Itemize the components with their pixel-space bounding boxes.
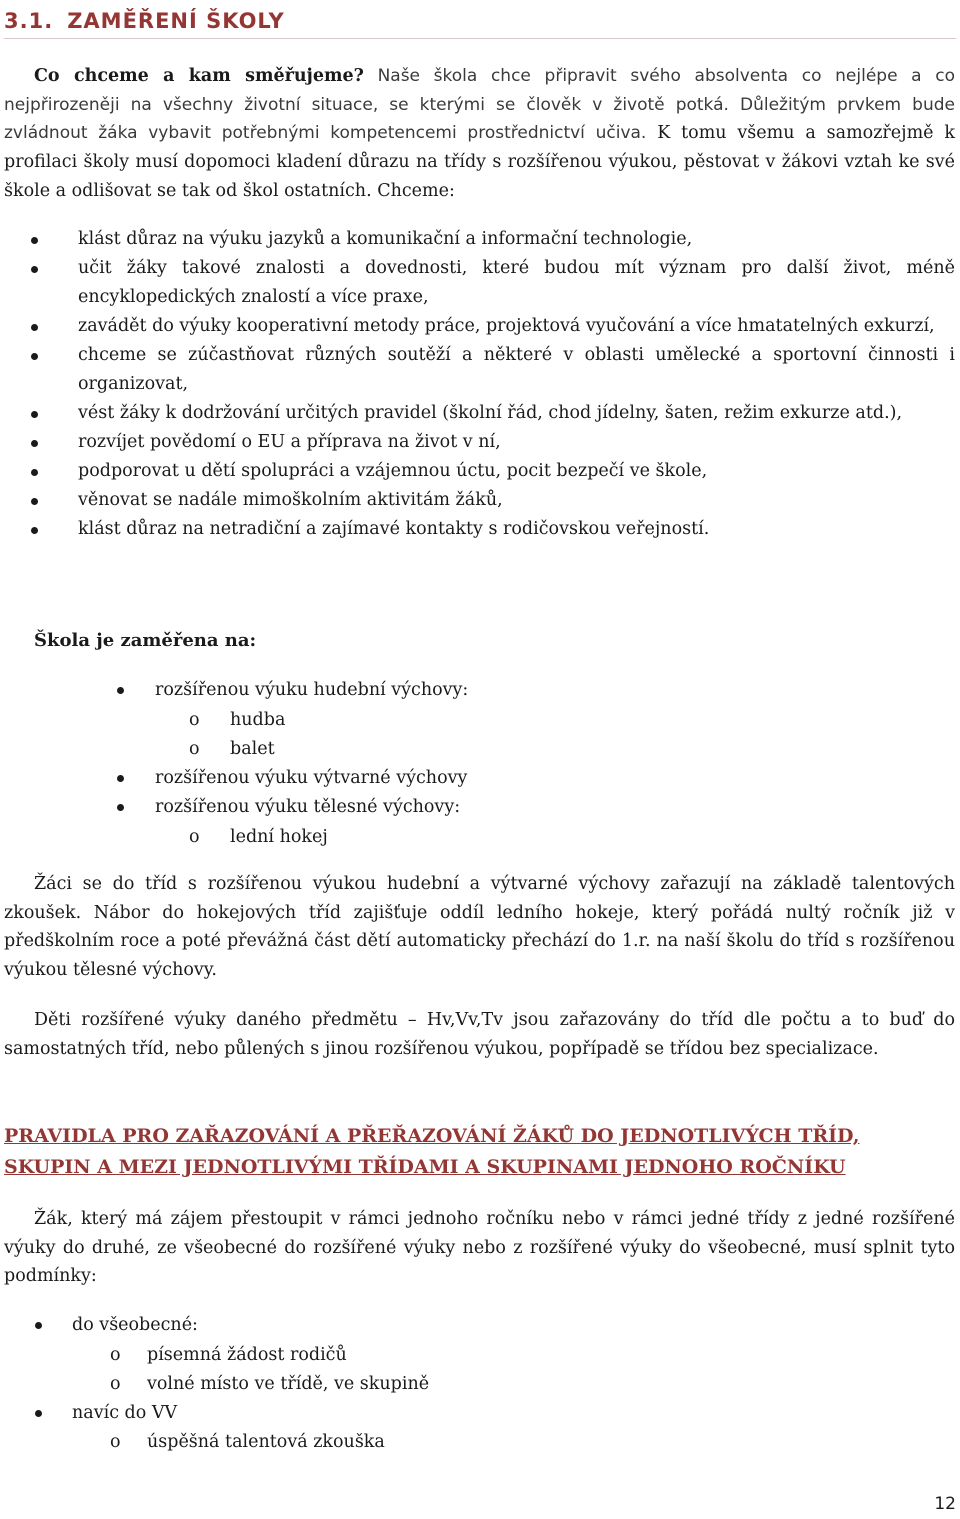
list-item: učit žáky takové znalosti a dovednosti, které budou mít význam pro další život, méně encyklopedických znalostí a více praxe, <box>4 254 955 312</box>
sub-list <box>155 706 960 764</box>
circle-bullet-icon: o <box>110 1373 121 1394</box>
rules-heading-line2: SKUPIN A MEZI JEDNOTLIVÝMI TŘÍDAMI A SKUPINAMI JEDNOHO ROČNÍKU <box>4 1156 846 1178</box>
section-title: ZAMĚŘENÍ ŠKOLY <box>67 9 285 33</box>
talent-paragraph: Žáci se do tříd s rozšířenou výukou hudební a výtvarné výchovy zařazují na základě talentových zkoušek. Nábor do hokejových tříd zajišťuje oddíl ledního hokeje, který pořádá nultý ročník již v předškolním roce a poté převážná část dětí automaticky přechází do 1.r. na naší školu do tříd s rozšířenou výukou tělesné výchovy. <box>4 874 955 981</box>
page-number: 12 <box>934 1494 956 1514</box>
bullet-icon <box>31 527 38 534</box>
list-item: navíc do VV o úspěšná talentová zkouška <box>0 1399 960 1458</box>
bullet-icon <box>117 687 124 694</box>
sub-list <box>155 823 960 852</box>
bullet-icon <box>31 266 38 273</box>
conditions-list <box>0 1311 960 1457</box>
list-item: podporovat u dětí spolupráci a vzájemnou úctu, pocit bezpečí ve škole, <box>4 457 955 486</box>
circle-bullet-icon: o <box>189 709 200 730</box>
sub-list-item: o balet <box>155 735 960 764</box>
section-number: 3.1. <box>4 9 54 33</box>
rules-heading-line1: PRAVIDLA PRO ZAŘAZOVÁNÍ A PŘEŘAZOVÁNÍ ŽÁKŮ DO JEDNOTLIVÝCH TŘÍD, <box>4 1125 860 1147</box>
sub-list-item: o hudba <box>155 706 960 735</box>
sub-list-item: o úspěšná talentová zkouška <box>72 1428 960 1457</box>
section-heading <box>4 4 956 39</box>
bullet-icon <box>117 804 124 811</box>
list-item: věnovat se nadále mimoškolním aktivitám žáků, <box>4 486 955 515</box>
circle-bullet-icon: o <box>189 738 200 759</box>
list-item: klást důraz na výuku jazyků a komunikační a informační technologie, <box>4 225 955 254</box>
bullet-icon <box>31 469 38 476</box>
placement-paragraph: Děti rozšířené výuky daného předmětu – Hv,Vv,Tv jsou zařazovány do tříd dle počtu a to buď do samostatných tříd, nebo půlených s jinou rozšířenou výukou, popřípadě se třídou bez specializace. <box>4 1010 955 1059</box>
bullet-icon <box>31 353 38 360</box>
list-item: do všeobecné: o písemná žádost rodičů o volné místo ve třídě, ve skupině <box>0 1311 960 1399</box>
sub-list <box>72 1428 960 1457</box>
bullet-icon <box>35 1410 42 1417</box>
circle-bullet-icon: o <box>189 826 200 847</box>
sub-list-item: o volné místo ve třídě, ve skupině <box>72 1370 960 1399</box>
list-item: chceme se zúčastňovat různých soutěží a některé v oblasti umělecké a sportovní činnosti i organizovat, <box>4 341 955 399</box>
intro-question: Co chceme a kam směřujeme? <box>34 66 364 86</box>
bullet-icon <box>35 1322 42 1329</box>
list-item: rozšířenou výuku hudební výchovy: o hudba o balet <box>0 676 960 764</box>
intro-paragraph <box>4 62 955 206</box>
list-item: zavádět do výuky kooperativní metody práce, projektová vyučování a více hmatatelných exkurzí, <box>4 312 955 341</box>
bullet-icon <box>31 411 38 418</box>
intro-serif-text: K tomu všemu a samozřejmě k profilaci školy musí dopomoci kladení důrazu na třídy s rozšířenou výukou, pěstovat v žákovi vztah ke své škole a odlišovat se tak od škol ostatních. Chceme: <box>4 123 955 201</box>
sub-list-item: o lední hokej <box>155 823 960 852</box>
list-item: vést žáky k dodržování určitých pravidel (školní řád, chod jídelny, šaten, režim exkurze atd.), <box>4 399 955 428</box>
rules-paragraph: Žák, který má zájem přestoupit v rámci jednoho ročníku nebo v rámci jedné třídy z jedné rozšířené výuky do druhé, ze všeobecné do rozšířené výuky nebo z rozšířené výuky do všeobecné, musí splnit tyto podmínky: <box>4 1209 955 1287</box>
bullet-icon <box>31 324 38 331</box>
circle-bullet-icon: o <box>110 1432 121 1452</box>
bullet-icon <box>31 440 38 447</box>
list-item: rozvíjet povědomí o EU a příprava na život v ní, <box>4 428 955 457</box>
rules-heading <box>4 1121 955 1183</box>
sub-list-item: o písemná žádost rodičů <box>72 1341 960 1370</box>
focus-list <box>0 676 960 852</box>
focus-heading: Škola je zaměřena na: <box>34 630 257 651</box>
list-item: klást důraz na netradiční a zajímavé kontakty s rodičovskou veřejností. <box>4 515 955 544</box>
bullet-icon <box>117 775 124 782</box>
bullet-icon <box>31 498 38 505</box>
intro-sans-text: Naše škola chce připravit svého absolventa co nejlépe a co nejpřirozeněji na všechny životní situace, se kterými se člověk v životě potká. Důležitým prvkem bude zvládnout žáka vybavit potřebnými kompetencemi prostřednictví učiva. <box>4 66 955 144</box>
sub-list <box>72 1341 960 1399</box>
circle-bullet-icon: o <box>110 1344 121 1365</box>
list-item: rozšířenou výuku výtvarné výchovy <box>0 764 960 794</box>
goals-list <box>4 225 955 544</box>
bullet-icon <box>31 237 38 244</box>
list-item: rozšířenou výuku tělesné výchovy: o lední hokej <box>0 793 960 852</box>
